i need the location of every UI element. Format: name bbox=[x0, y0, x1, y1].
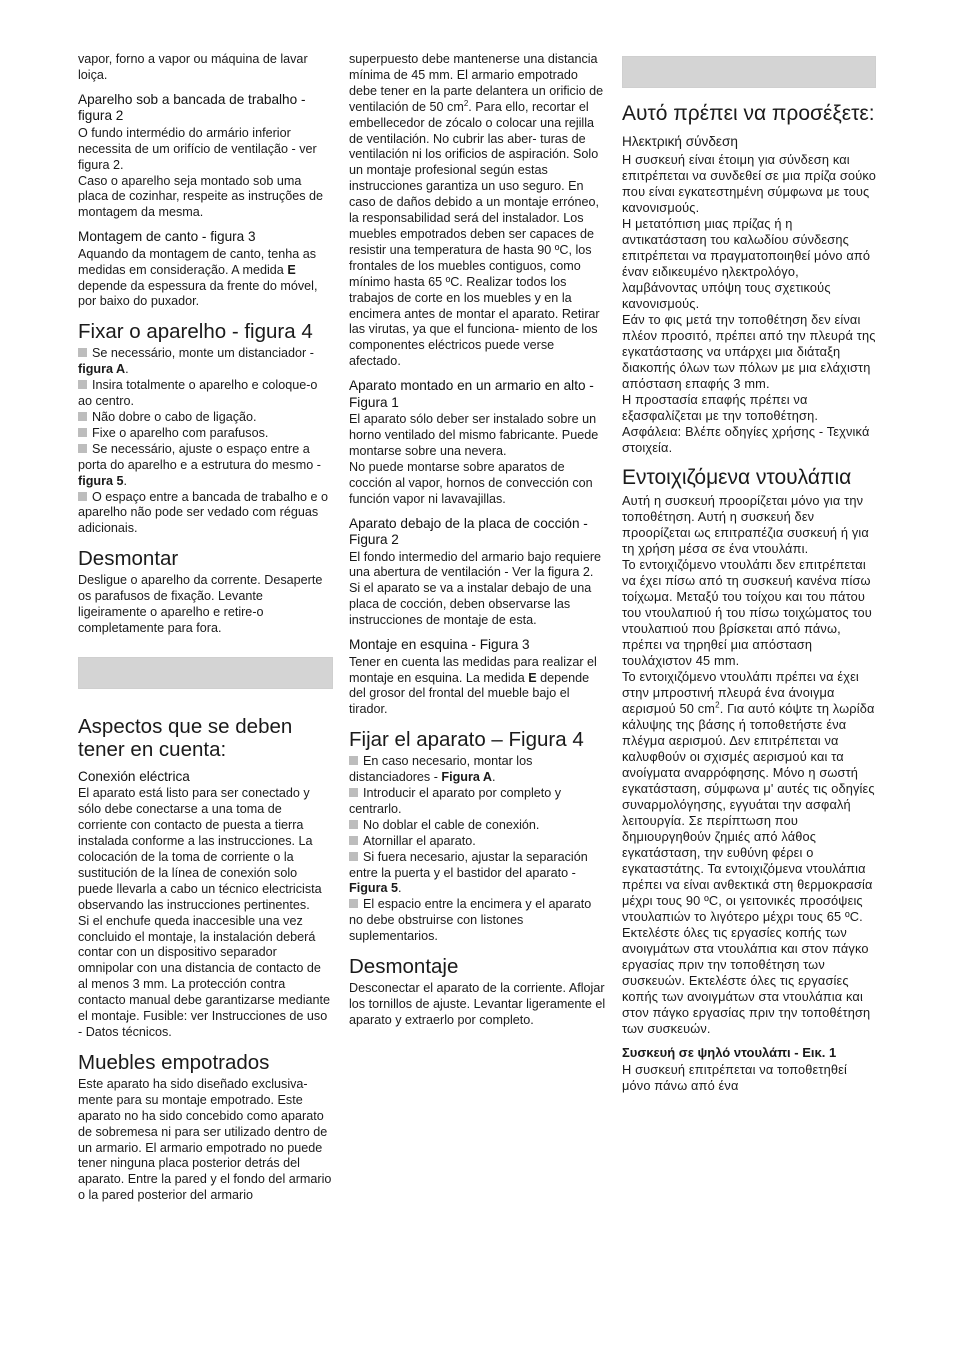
paragraph-debajo-2: Si el aparato se va a instalar debajo de una placa de cocción, deben observarse las instrucciones de montaje de esta. bbox=[349, 581, 592, 628]
heading-prosexete: Αυτό πρέπει να προσέξετε: bbox=[622, 102, 875, 125]
column-portuguese-spanish bbox=[78, 52, 333, 1204]
bullet-square-icon bbox=[349, 788, 358, 797]
paragraph-conexion-1: El aparato está listo para ser conectado y sólo debe conectarse a una toma de corriente con contacto de puesta a tierra instalada conforme a las instrucciones. La colocación de la toma de corriente o la sustitución de la línea de conexión solo puede llevarla a cabo un técnico electricista observando las instrucciones pertinentes. bbox=[78, 786, 322, 912]
paragraph-debajo-1: El fondo intermedio del armario bajo requiere una abertura de ventilación - Ver la figura 2. bbox=[349, 549, 602, 580]
heading-psilo: Συσκευή σε ψηλό ντουλάπι - Εικ. 1 bbox=[622, 1044, 837, 1060]
bullet-square-icon bbox=[349, 756, 358, 765]
heading-fijar: Fijar el aparato – Figura 4 bbox=[349, 728, 584, 752]
bullet-square-icon bbox=[78, 412, 87, 421]
heading-debajo: Aparato debajo de la placa de cocción - Figura 2 bbox=[349, 515, 588, 548]
heading-esquina: Montaje en esquina - Figura 3 bbox=[349, 637, 530, 653]
paragraph-psilo: Η συσκευή επιτρέπεται να τοποθετηθεί μόνο πάνω από ένα bbox=[622, 1062, 847, 1093]
bullet-item: Fixe o aparelho com parafusos. bbox=[78, 426, 333, 442]
paragraph-ntoulapia-3: Το εντοιχιζόμενο ντουλάπι πρέπει να έχει στην μπροστινή πλευρά ένα άνοιγμα αερισμού 50 $cm^2$. Για αυτό κόψτε τη λωρίδα κάλυψης της βάσης ή τοποθετήστε ένα πλέγμα αερισμού. Δεν επιτρέπεται να καλυφθούν οι σχισμές αερισμού και τα ανοίγματα αναρρόφησης. Μόνο η σωστή εγκατάσταση, σύμφωνα μ' αυτές τις οδηγίες συναρμολόγησης, εγγυάται την ασφαλή λειτουργία. Σε περίπτωση που δημιουργηθούν ζημιές από λάθος εγκατάσταση, την ευθύνη φέρει ο εγκαταστάτης. Τα εντοιχιζόμενα ντουλάπια πρέπει να είναι ανθεκτικά στη θερμοκρασία μέχρι τους 90 ºC, οι γειτονικές προσόψεις ντουλαπιών το λιγότερο μέχρι τους 65 ºC. bbox=[622, 668, 875, 924]
paragraph-esquina: Tener en cuenta las medidas para realizar el montaje en esquina. La medida E depende del grosor del frontal del mueble bajo el tirador. bbox=[349, 654, 597, 717]
paragraph-syndesi-2: Η μετατόπιση μιας πρίζας ή η αντικατάσταση του καλωδίου σύνδεσης επιτρέπεται να πραγματοποιηθεί μόνο από έναν ειδικευμένο ηλεκτρολόγο, λαμβάνοντας υπόψη τους σχετικούς κανονισμούς. bbox=[622, 215, 871, 311]
heading-syndesi: Ηλεκτρική σύνδεση bbox=[622, 134, 738, 149]
bullet-item: Introducir el aparato por completo y centrarlo. bbox=[349, 786, 562, 816]
paragraph-alto-1: El aparato sólo deber ser instalado sobre un horno ventilado del mismo fabricante. Puede montarse sobre una nevera. bbox=[349, 412, 599, 458]
bullet-item: Não dobre o cabo de ligação. bbox=[78, 410, 333, 426]
bullet-item: Se necessário, monte um distanciador - figura A. bbox=[78, 346, 314, 377]
language-section-bar bbox=[622, 56, 876, 88]
heading-fixar: Fixar o aparelho - figura 4 bbox=[78, 320, 313, 344]
language-section-bar bbox=[78, 657, 333, 689]
bullet-item: No doblar el cable de conexión. bbox=[349, 818, 606, 834]
heading-desmontaje: Desmontaje bbox=[349, 955, 459, 979]
paragraph-syndesi-1: Η συσκευή είναι έτοιμη για σύνδεση και επιτρέπεται να συνδεθεί σε μια πρίζα σούκο που είναι εγκατεστημένη σύμφωνα με τους κανονισμούς. bbox=[622, 151, 877, 215]
paragraph-alto-2: No puede montarse sobre aparatos de cocción al vapor, hornos de convección con función vapor ni lavavajillas. bbox=[349, 459, 593, 506]
paragraph-canto: Aquando da montagem de canto, tenha as medidas em consideração. A medida E depende da espessura da frente do móvel, por baixo do puxador. bbox=[78, 246, 318, 309]
paragraph-syndesi-4: Η προστασία επαφής πρέπει να εξασφαλίζεται με την τοποθέτηση. Ασφάλεια: Βλέπε οδηγίες χρήσης - Τεχνικά στοιχεία. bbox=[622, 391, 870, 455]
paragraph-desmontar: Desligue o aparelho da corrente. Desaperte os parafusos de fixação. Levante ligeiramente o aparelho e retire-o completamente para fora. bbox=[78, 573, 323, 635]
bullet-square-icon bbox=[78, 428, 87, 437]
bullet-item: Insira totalmente o aparelho e coloque-o ao centro. bbox=[78, 378, 318, 409]
paragraph-conexion-2: Si el enchufe queda inaccesible una vez concluido el montaje, la instalación deberá contar con un dispositivo separador omnipolar con una distancia de contacto de al menos 3 mm. La protección contra contacto manual debe garantizarse mediante el montaje. Fusible: ver Instrucciones de uso - Datos técnicos. bbox=[78, 913, 331, 1039]
bullet-square-icon bbox=[78, 380, 87, 389]
heading-aspectos: Aspectos que se deben tener en cuenta: bbox=[78, 714, 293, 761]
bullet-square-icon bbox=[78, 348, 87, 357]
bullet-item: O espaço entre a bancada de trabalho e o aparelho não pode ser vedado com réguas adicionais. bbox=[78, 489, 328, 536]
heading-canto: Montagem de canto - figura 3 bbox=[78, 229, 256, 245]
paragraph-ntoulapia-2: Το εντοιχιζόμενο ντουλάπι δεν επιτρέπεται να έχει πίσω από τη συσκευή κανένα πίσω τοίχωμα. Μεταξύ του τοίχου και του πάτου του ντουλαπιού ή του πίσω τοιχώματος του ντουλαπιού που βρίσκεται από πάνω, πρέπει να τηρηθεί μια απόσταση τουλάχιστον 45 mm. bbox=[622, 556, 872, 668]
paragraph-bancada-2: Caso o aparelho seja montado sob uma placa de cozinhar, respeite as instruções de montagem da mesma. bbox=[78, 173, 324, 220]
bullet-item: Atornillar el aparato. bbox=[349, 834, 606, 850]
bullet-item: El espacio entre la encimera y el aparato no debe obstruirse con listones suplementarios. bbox=[349, 897, 592, 944]
paragraph-muebles: Este aparato ha sido diseñado exclusiva- mente para su montaje empotrado. Este aparato no ha sido concebido como aparato de sobremesa ni para ser utilizado dentro de un armario. El armario empotrado no puede tener ninguna placa posterior detrás del aparato. Entre la pared y el fondo del armario o la pared posterior del armario bbox=[78, 1076, 332, 1203]
bullet-item: En caso necesario, montar los distanciadores - Figura A. bbox=[349, 754, 533, 785]
column-spanish bbox=[349, 52, 606, 1029]
paragraph-ntoulapia-4: Εκτελέστε όλες τις εργασίες κοπής των ανοιγμάτων στα ντουλάπια και στον πάγκο εργασίας πριν την τοποθέτηση των συσκευών. Εκτελέστε όλες τις εργασίες κοπής των ανοιγμάτων στα ντουλάπια και στον πάγκο εργασίας πριν την τοποθέτηση των συσκευών. bbox=[622, 924, 871, 1036]
column-greek bbox=[622, 52, 876, 1094]
intro-text: vapor, forno a vapor ou máquina de lavar loiça. bbox=[78, 52, 308, 82]
bullet-square-icon bbox=[349, 899, 358, 908]
heading-bancada: Aparelho sob a bancada de trabalho - figura 2 bbox=[78, 91, 306, 124]
bullet-square-icon bbox=[78, 492, 87, 501]
paragraph-desmontaje: Desconectar el aparato de la corriente. Aflojar los tornillos de ajuste. Levantar ligeramente el aparato y extraerlo por completo. bbox=[349, 981, 606, 1027]
bullet-square-icon bbox=[349, 820, 358, 829]
heading-alto: Aparato montado en un armario en alto - Figura 1 bbox=[349, 378, 594, 410]
heading-conexion: Conexión eléctrica bbox=[78, 768, 190, 784]
bullet-square-icon bbox=[349, 836, 358, 845]
paragraph-continued: superpuesto debe mantenerse una distancia mínima de 45 mm. El armario empotrado debe tener en la parte delantera un orificio de ventilación de 50 $cm^2$. Para ello, recortar el embellecedor de zócalo o colocar una rejilla de ventilación. No cubrir las aber- turas de ventilación ni los orificios de aspiración. Solo un montaje profesional según estas instrucciones garantiza un uso seguro. En caso de daños debido a un montaje erróneo, la responsabilidad será del instalador. Los muebles empotrados deben ser capaces de resistir una temperatura de hasta 90 ºC, los frontales de los muebles contiguos, como mínimo hasta 65 ºC. Realizar todos los trabajos de corte en los muebles y en la encimera antes de montar el aparato. Retirar las virutas, ya que el funciona- miento de los componentes eléctricos puede verse afectado. bbox=[349, 52, 604, 369]
heading-desmontar: Desmontar bbox=[78, 547, 179, 571]
bullet-square-icon bbox=[78, 444, 87, 453]
bullet-item: Si fuera necesario, ajustar la separación entre la puerta y el bastidor del aparato - Figura 5. bbox=[349, 849, 588, 896]
bullet-square-icon bbox=[349, 852, 358, 861]
paragraph-syndesi-3: Εάν το φις μετά την τοποθέτηση δεν είναι πλέον προσιτό, πρέπει από την πλευρά της εγκατάστασης να υπάρχει μια διάταξη διακοπής όλων των πόλων με μια ελάχιστη απόσταση επαφής 3 mm. bbox=[622, 311, 876, 391]
heading-ntoulapia: Εντοιχιζόμενα ντουλάπια bbox=[622, 465, 852, 489]
heading-muebles: Muebles empotrados bbox=[78, 1050, 270, 1074]
paragraph-bancada-1: O fundo intermédio do armário inferior necessita de um orifício de ventilação - ver figura 2. bbox=[78, 125, 317, 172]
paragraph-ntoulapia-1: Αυτή η συσκευή προορίζεται μόνο για την τοποθέτηση. Αυτή η συσκευή δεν προορίζεται ως επιτραπέζια συσκευή ή για τη χρήση μέσα σε ένα ντουλάπι. bbox=[622, 492, 869, 556]
bullet-item: Se necessário, ajuste o espaço entre a porta do aparelho e a estrutura do mesmo - figura 5. bbox=[78, 441, 321, 488]
